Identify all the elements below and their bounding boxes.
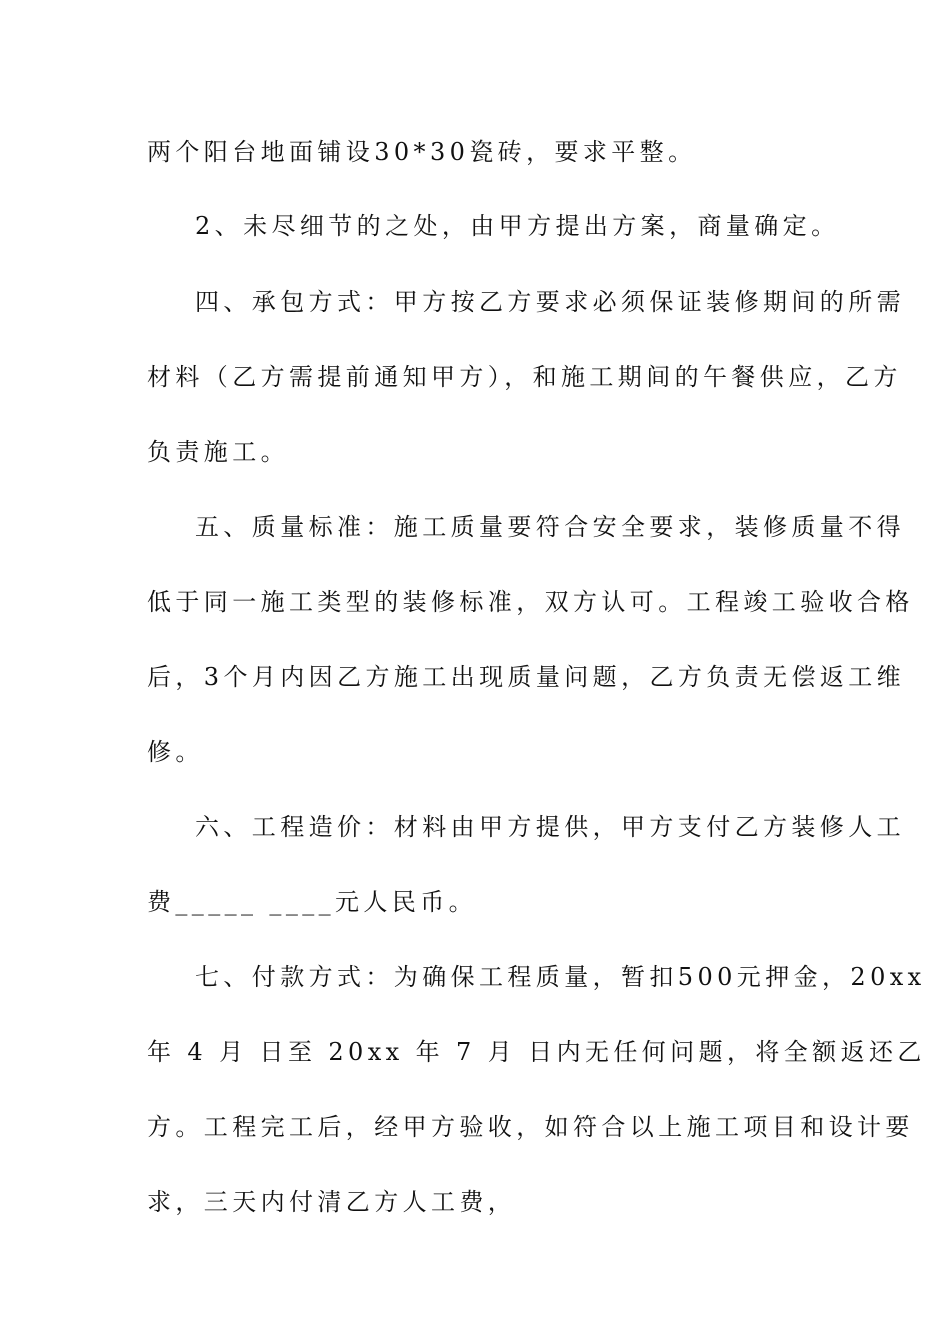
clause-2-line: 2、未尽细节的之处，由甲方提出方案，商量确定。 — [195, 212, 840, 240]
paragraph-line: 两个阳台地面铺设30*30瓷砖，要求平整。 — [147, 138, 697, 166]
clause-4-heading-line: 四、承包方式：甲方按乙方要求必须保证装修期间的所需 — [195, 288, 905, 316]
paragraph-line: 年 4 月 日至 20xx 年 7 月 日内无任何问题，将全额返还乙 — [147, 1038, 926, 1066]
clause-6-heading-line: 六、工程造价：材料由甲方提供，甲方支付乙方装修人工 — [195, 813, 905, 841]
paragraph-line: 负责施工。 — [147, 438, 289, 466]
paragraph-line: 求，三天内付清乙方人工费， — [147, 1188, 517, 1216]
paragraph-line: 方。工程完工后，经甲方验收，如符合以上施工项目和设计要 — [147, 1113, 914, 1141]
paragraph-line: 修。 — [147, 738, 204, 766]
paragraph-line: 低于同一施工类型的装修标准，双方认可。工程竣工验收合格 — [147, 588, 914, 616]
paragraph-line: 材料（乙方需提前通知甲方），和施工期间的午餐供应，乙方 — [147, 363, 902, 391]
paragraph-line: 费_____ ____元人民币。 — [147, 888, 478, 916]
clause-7-heading-line: 七、付款方式：为确保工程质量，暂扣500元押金，20xx — [195, 963, 926, 991]
paragraph-line: 后，3个月内因乙方施工出现质量问题，乙方负责无偿返工维 — [147, 663, 906, 691]
clause-5-heading-line: 五、质量标准：施工质量要符合安全要求，装修质量不得 — [195, 513, 905, 541]
